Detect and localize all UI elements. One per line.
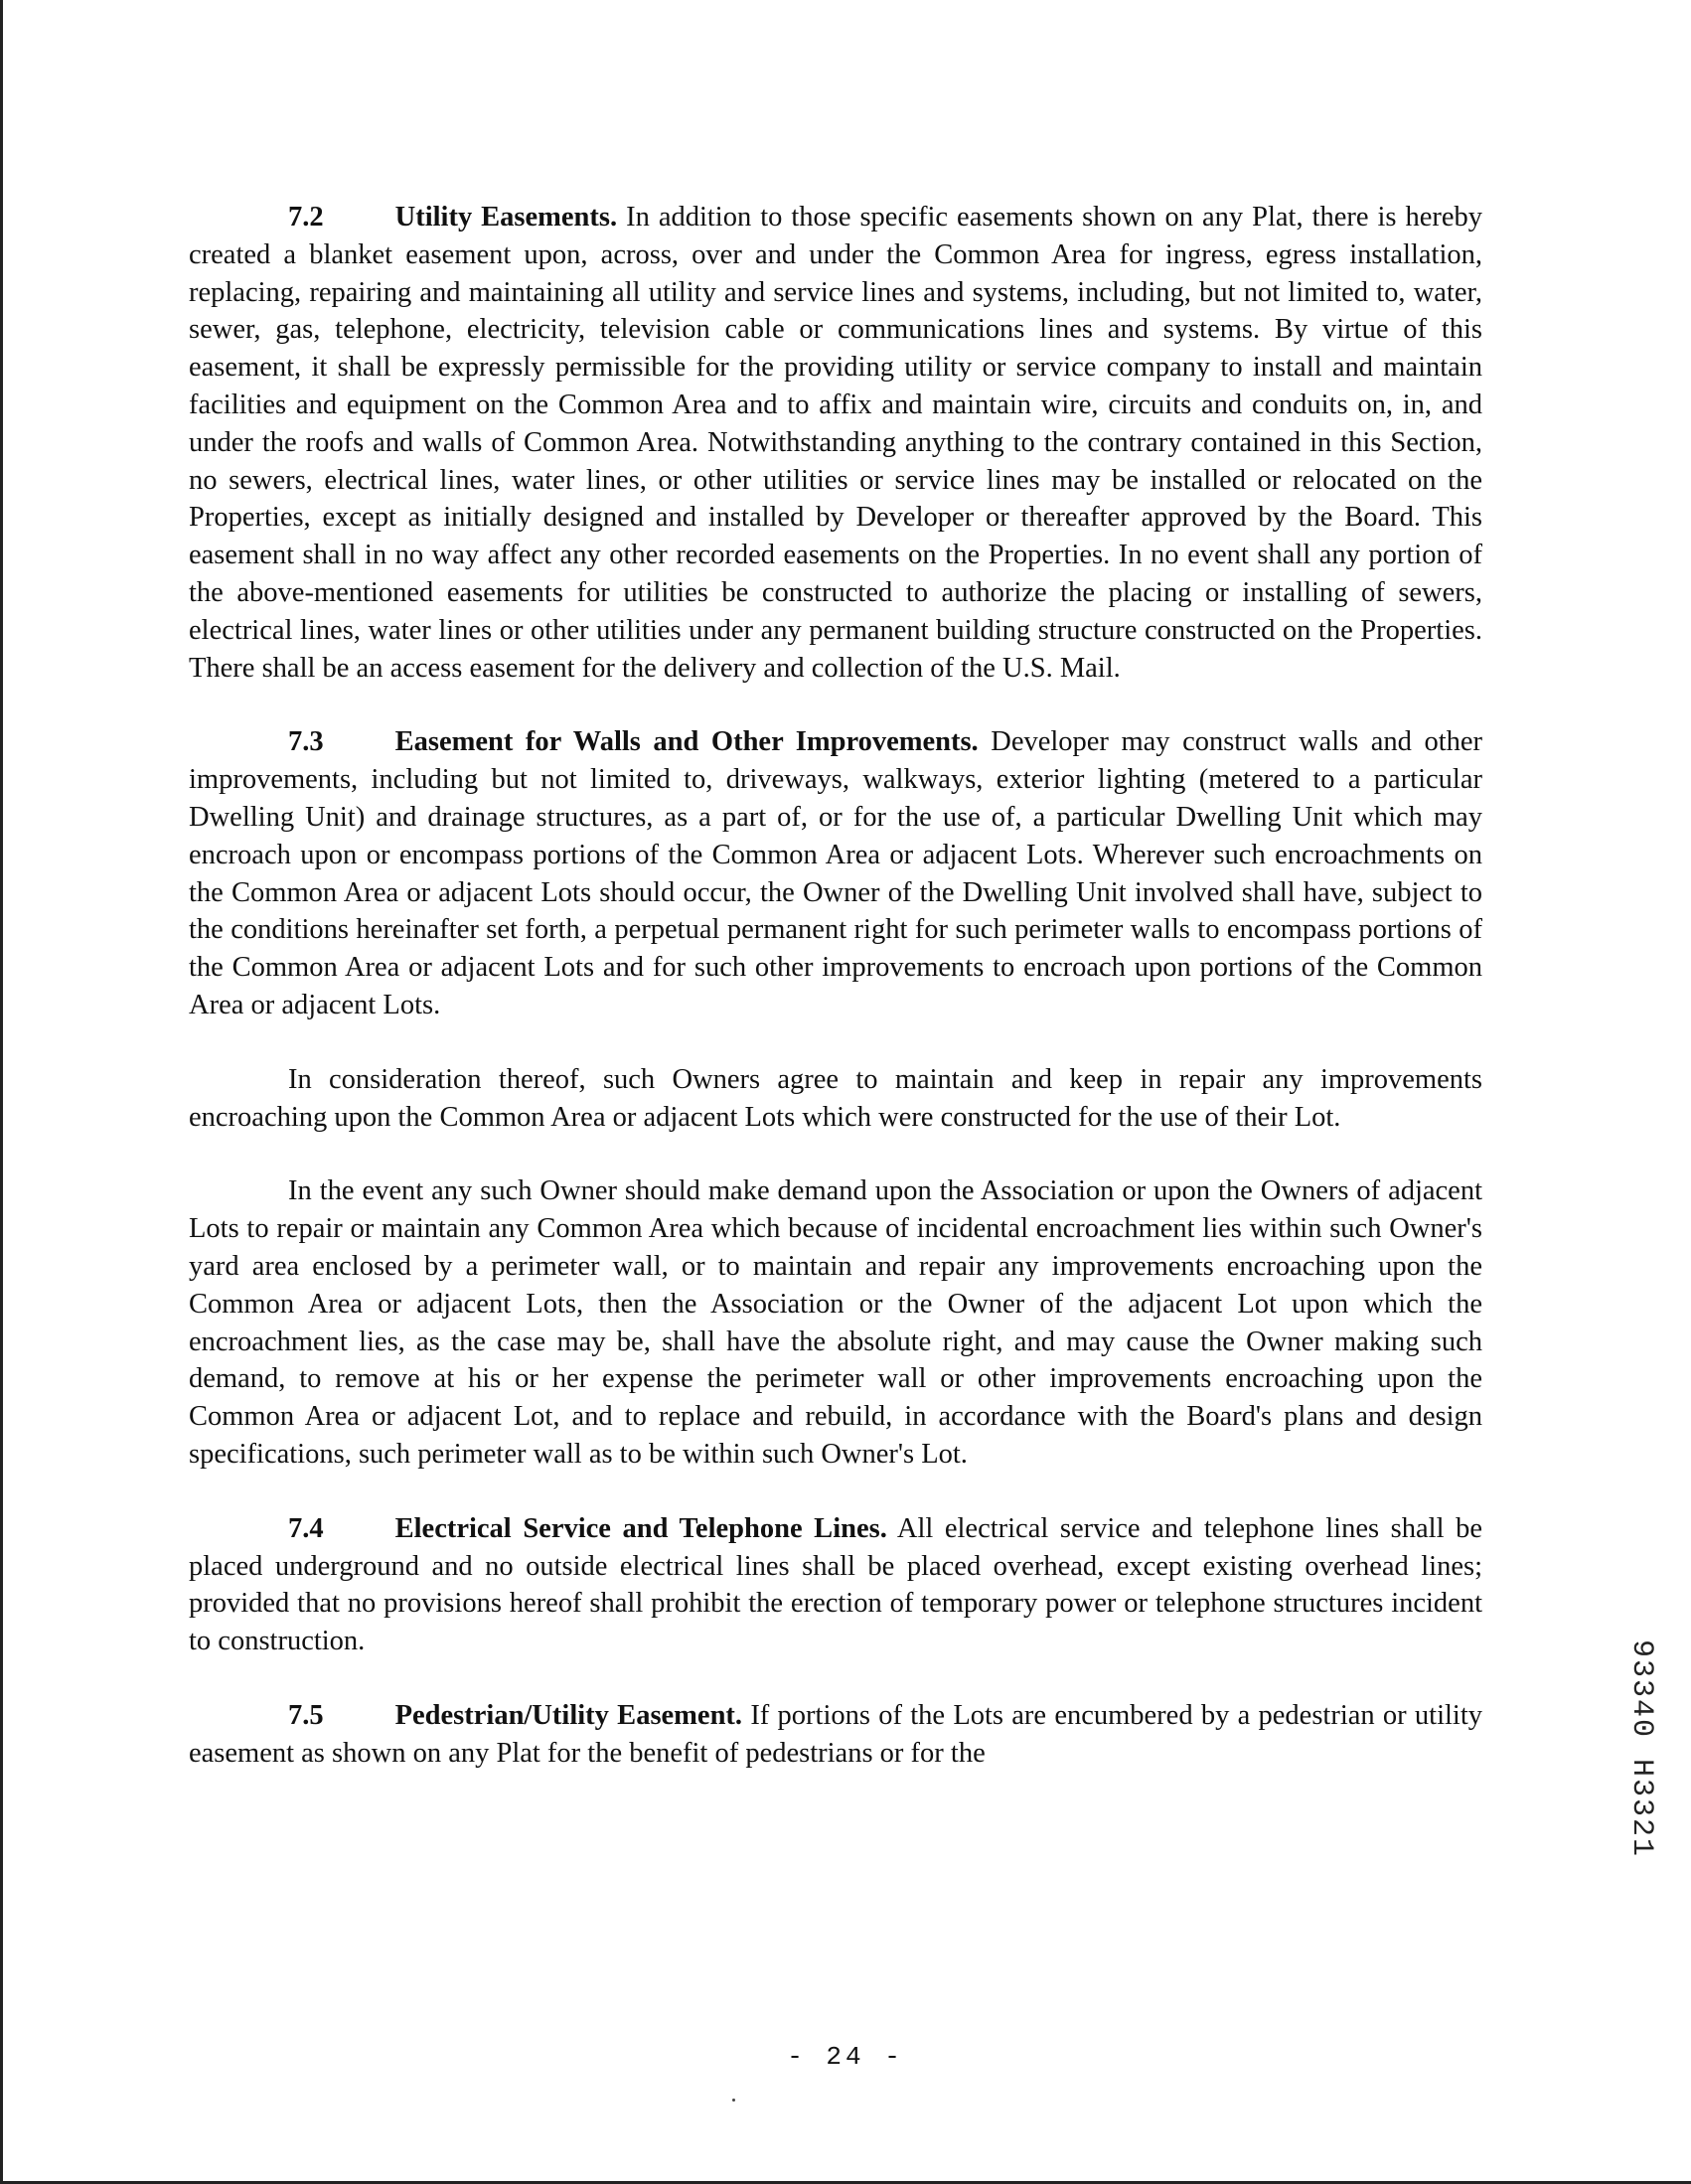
section-title: Utility Easements. [394,202,618,233]
section-7-5 [189,1697,1482,1773]
page-number: - 24 - [787,2042,904,2072]
section-7-2 [189,199,1482,687]
paragraph-consideration: In consideration thereof, such Owners agree to maintain and keep in repair any improvements encroaching upon the Common Area or adjacent Lots which were constructed for the use of their Lot. [189,1063,1482,1133]
scan-left-border [0,0,3,2184]
section-text: In addition to those specific easements shown on any Plat, there is hereby created a blanket easement upon, across, over and under the Common Area for ingress, egress installation, replacing, repairing and maintaining all utility and service lines and systems, including, but not limited to, water, sewer, gas, telephone, electricity, television cable or communications lines and systems. By virtue of this easement, it shall be expressly permissible for the providing utility or service company to install and maintain facilities and equipment on the Common Area and to affix and maintain wire, circuits and conduits on, in, and under the roofs and walls of Common Area. Notwithstanding anything to the contrary contained in this Section, no sewers, electrical lines, water lines, or other utilities or service lines may be installed or relocated on the Properties, except as initially designed and installed by Developer or thereafter approved by the Board. This easement shall in no way affect any other recorded easements on the Properties. In no event shall any portion of the above-mentioned easements for utilities be constructed to authorize the placing or installing of sewers, electrical lines, water lines or other utilities under any permanent building structure constructed on the Properties. There shall be an access easement for the delivery and collection of the U.S. Mail. [189,202,1483,684]
section-7-4 [189,1510,1482,1660]
paragraph-owner-demand: In the event any such Owner should make demand upon the Association or upon the Owners of adjacent Lots to repair or maintain any Common Area which because of incidental encroachment lies within such Owner's yard area enclosed by a perimeter wall, or to maintain and repair any improvements encroaching upon the Common Area or adjacent Lots, then the Association or the Owner of the adjacent Lot upon which the encroachment lies, as the case may be, shall have the absolute right, and may cause the Owner making such demand, to remove at his or her expense the perimeter wall or other improvements encroaching upon the Common Area or adjacent Lot, and to replace and rebuild, in accordance with the Board's plans and design specifications, such perimeter wall as to be within such Owner's Lot. [189,1175,1482,1470]
section-number: 7.3 [288,726,324,758]
section-text: Developer may construct walls and other improvements, including but not limited to, driveways, walkways, exterior lighting (metered to a particular Dwelling Unit) and drainage structures, as a part of, or for the use of, a particular Dwelling Unit which may encroach upon or encompass portions of the Common Area or adjacent Lots. Wherever such encroachments on the Common Area or adjacent Lots should occur, the Owner of the Dwelling Unit involved shall have, subject to the conditions hereinafter set forth, a perpetual permanent right for such perimeter walls to encompass portions of the Common Area or adjacent Lots and for such other improvements to encroach upon portions of the Common Area or adjacent Lots. [189,726,1483,1020]
side-stamp-text: 93340 H3321 [1624,1638,1658,1859]
section-title: Electrical Service and Telephone Lines. [394,1512,887,1544]
section-7-3 [189,723,1482,1023]
section-number: 7.4 [288,1512,324,1544]
side-stamp [1621,1590,1661,1908]
section-text: If portions of the Lots are encumbered by a pedestrian or utility easement as shown on any Plat for the benefit of pedestrians or for the [189,1699,1482,1769]
section-title: Pedestrian/Utility Easement. [394,1699,743,1731]
section-text: All electrical service and telephone lines shall be placed underground and no outside electrical lines shall be placed overhead, except existing overhead lines; provided that no provisions hereof shall prohibit the erection of temporary power or telephone structures incident to construction. [189,1512,1482,1657]
section-number: 7.5 [288,1699,324,1731]
document-body [189,199,1482,1772]
section-title: Easement for Walls and Other Improvements. [394,726,979,758]
scan-speck [732,2099,735,2102]
section-number: 7.2 [288,202,324,233]
